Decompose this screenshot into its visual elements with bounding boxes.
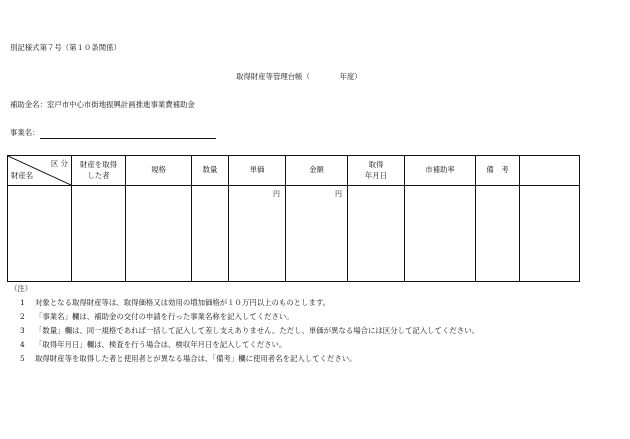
cell-remarks[interactable] bbox=[520, 186, 580, 282]
column-header-remarks bbox=[520, 156, 580, 186]
column-header-city-subsidy-rate: 備 考 bbox=[476, 156, 520, 186]
note-text: 対象となる取得財産等は、取得価格又は効用の増加価格が１０万円以上のものとします。 bbox=[35, 298, 331, 307]
table-header-row bbox=[8, 156, 580, 186]
note-number: 5 bbox=[20, 354, 25, 363]
column-header-acquisition-date: 取得 年月日 bbox=[348, 156, 405, 186]
note-number: 4 bbox=[20, 340, 25, 349]
cell-spec[interactable] bbox=[126, 186, 192, 282]
cell-acquirer[interactable] bbox=[72, 186, 126, 282]
subsidy-name-label: 補助金名： bbox=[10, 100, 47, 109]
note-item bbox=[20, 299, 330, 308]
project-name-label: 事業名： bbox=[10, 128, 40, 137]
form-number: 別記様式第７号（第１０条関係） bbox=[10, 43, 121, 52]
yen-unit-label: 円 bbox=[273, 190, 280, 198]
column-header-quantity: 数量 bbox=[192, 156, 229, 186]
corner-label-asset-name: 財産名 bbox=[11, 171, 34, 181]
yen-unit-label: 円 bbox=[335, 190, 342, 198]
cell-asset-name[interactable] bbox=[8, 186, 72, 282]
note-number: 2 bbox=[20, 312, 25, 321]
note-number: 1 bbox=[20, 298, 25, 307]
note-text: 取得財産等を取得した者と使用者とが異なる場合は、「備考」欄に使用者名を記入してください。 bbox=[35, 354, 357, 363]
column-header-amount: 金額 bbox=[286, 156, 348, 186]
notes-heading: （注） bbox=[10, 284, 33, 293]
column-header-acquirer: 財産を取得 した者 bbox=[72, 156, 126, 186]
cell-city-subsidy-rate[interactable] bbox=[476, 186, 520, 282]
subsidy-name-value: 室戸市中心市街地振興計画推進事業費補助金 bbox=[46, 100, 195, 109]
note-text: 「取得年月日」欄は、検査を行う場合は、検収年月日を記入してください。 bbox=[35, 340, 287, 349]
column-header-unit-price: 単価 bbox=[229, 156, 286, 186]
cell-unit-price[interactable] bbox=[229, 186, 286, 282]
asset-ledger-table bbox=[7, 155, 580, 282]
cell-amount[interactable] bbox=[286, 186, 348, 282]
note-text: 「数量」欄は、同一規格であれば一括して記入して差し支えありません。ただし、単価が異なる場合には区分して記入してください。 bbox=[35, 326, 479, 335]
table-row bbox=[8, 186, 580, 282]
project-name-field-line bbox=[40, 138, 216, 139]
cell-storage-location[interactable] bbox=[405, 186, 476, 282]
note-item bbox=[20, 327, 479, 336]
subsidy-name-line bbox=[10, 101, 195, 110]
cell-quantity[interactable] bbox=[192, 186, 229, 282]
note-item bbox=[20, 341, 286, 350]
column-header-storage-location: 市補助率 bbox=[405, 156, 476, 186]
corner-label-category: 区 分 bbox=[50, 159, 68, 168]
note-item bbox=[20, 355, 357, 364]
note-text: 「事業名」欄は、補助金の交付の申請を行った事業名称を記入してください。 bbox=[35, 312, 294, 321]
corner-header-cell bbox=[8, 156, 72, 186]
note-item bbox=[20, 313, 294, 322]
column-header-spec: 規格 bbox=[126, 156, 192, 186]
note-number: 3 bbox=[20, 326, 25, 335]
ledger-title: 取得財産等管理台帳（ 年度） bbox=[236, 72, 362, 81]
cell-acquisition-date[interactable] bbox=[348, 186, 405, 282]
